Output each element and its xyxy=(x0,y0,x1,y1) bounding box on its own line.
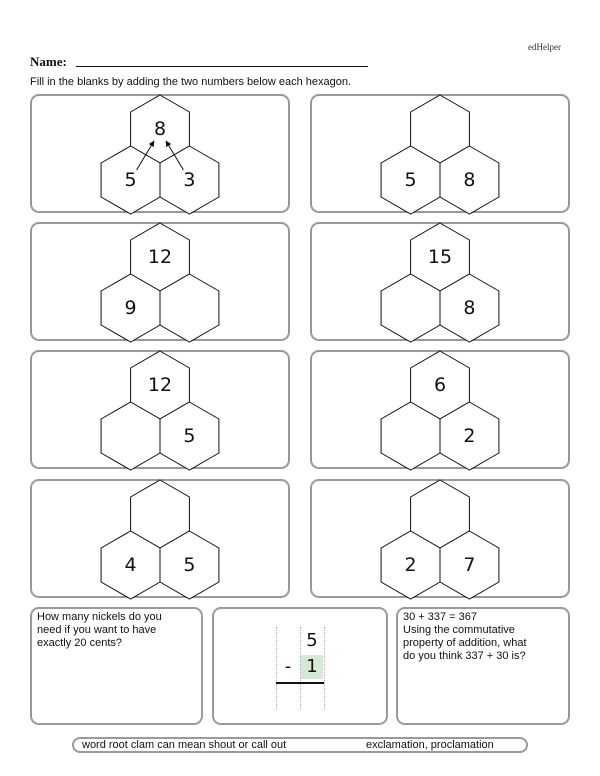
minus-sign: - xyxy=(284,656,292,677)
hexagon-puzzle-1 xyxy=(32,96,288,211)
commutative-question xyxy=(403,611,562,663)
nickels-question-panel xyxy=(30,607,203,725)
puzzle-panel-1 xyxy=(30,94,290,213)
hexagon-puzzle-4 xyxy=(312,224,568,339)
puzzle-panel-5 xyxy=(30,350,290,469)
subtraction-panel xyxy=(212,607,388,725)
instructions: Fill in the blanks by adding the two numbers below each hexagon. xyxy=(30,76,352,88)
answer-line xyxy=(276,682,324,684)
hexagon-left-number: 5 xyxy=(124,169,137,191)
hexagon-puzzle-6 xyxy=(312,352,568,467)
commutative-question-panel xyxy=(396,607,570,725)
hexagon-left-number: 2 xyxy=(404,554,417,576)
hexagon-top-number: 6 xyxy=(433,374,447,396)
hexagon-top-number: 15 xyxy=(427,246,453,268)
nickels-question xyxy=(37,611,195,650)
hexagon-right-number: 8 xyxy=(463,297,476,319)
subtrahend-digit: 1 xyxy=(301,655,323,679)
hexagon-top-number: 12 xyxy=(147,374,173,396)
subtraction-problem xyxy=(276,623,326,713)
hexagon-left-number: 4 xyxy=(124,554,137,576)
commutative-question-line: do you think 337 + 30 is? xyxy=(403,650,526,662)
minuend-digit: 5 xyxy=(306,630,318,651)
hexagon-right-number: 5 xyxy=(183,554,196,576)
name-label: Name: xyxy=(30,54,67,69)
puzzle-panel-2 xyxy=(310,94,570,213)
puzzle-panel-3 xyxy=(30,222,290,341)
commutative-question-line: 30 + 337 = 367 xyxy=(403,611,478,623)
word-root-text: word root clam can mean shout or call out xyxy=(82,739,287,751)
brand-label: edHelper xyxy=(528,42,561,52)
hexagon-right-number: 8 xyxy=(463,169,476,191)
hexagon-left-number: 9 xyxy=(124,297,137,319)
hexagon-top-number: 8 xyxy=(153,118,167,140)
hexagon-right-number: 7 xyxy=(463,554,476,576)
puzzle-panel-7 xyxy=(30,479,290,598)
nickels-question-line: exactly 20 cents? xyxy=(37,637,122,649)
puzzle-panel-4 xyxy=(310,222,570,341)
hexagon-right-number: 2 xyxy=(463,425,476,447)
hexagon-left-number: 5 xyxy=(404,169,417,191)
nickels-question-line: How many nickels do you xyxy=(37,611,162,623)
hexagon-puzzle-3 xyxy=(32,224,288,339)
hexagon-puzzle-5 xyxy=(32,352,288,467)
name-field[interactable] xyxy=(76,66,368,67)
commutative-question-line: property of addition, what xyxy=(403,637,527,649)
answer-box[interactable] xyxy=(301,685,323,707)
hexagon-puzzle-7 xyxy=(32,481,288,596)
hexagon-puzzle-8 xyxy=(312,481,568,596)
hexagon-top-number: 12 xyxy=(147,246,173,268)
puzzle-panel-8 xyxy=(310,479,570,598)
hexagon-puzzle-2 xyxy=(312,96,568,211)
commutative-question-line: Using the commutative xyxy=(403,624,515,636)
puzzle-panel-6 xyxy=(310,350,570,469)
hexagon-right-number: 3 xyxy=(183,169,196,191)
nickels-question-line: need if you want to have xyxy=(37,624,157,636)
word-root-banner xyxy=(72,737,528,753)
word-root-examples: exclamation, proclamation xyxy=(366,739,494,751)
hexagon-right-number: 5 xyxy=(183,425,196,447)
